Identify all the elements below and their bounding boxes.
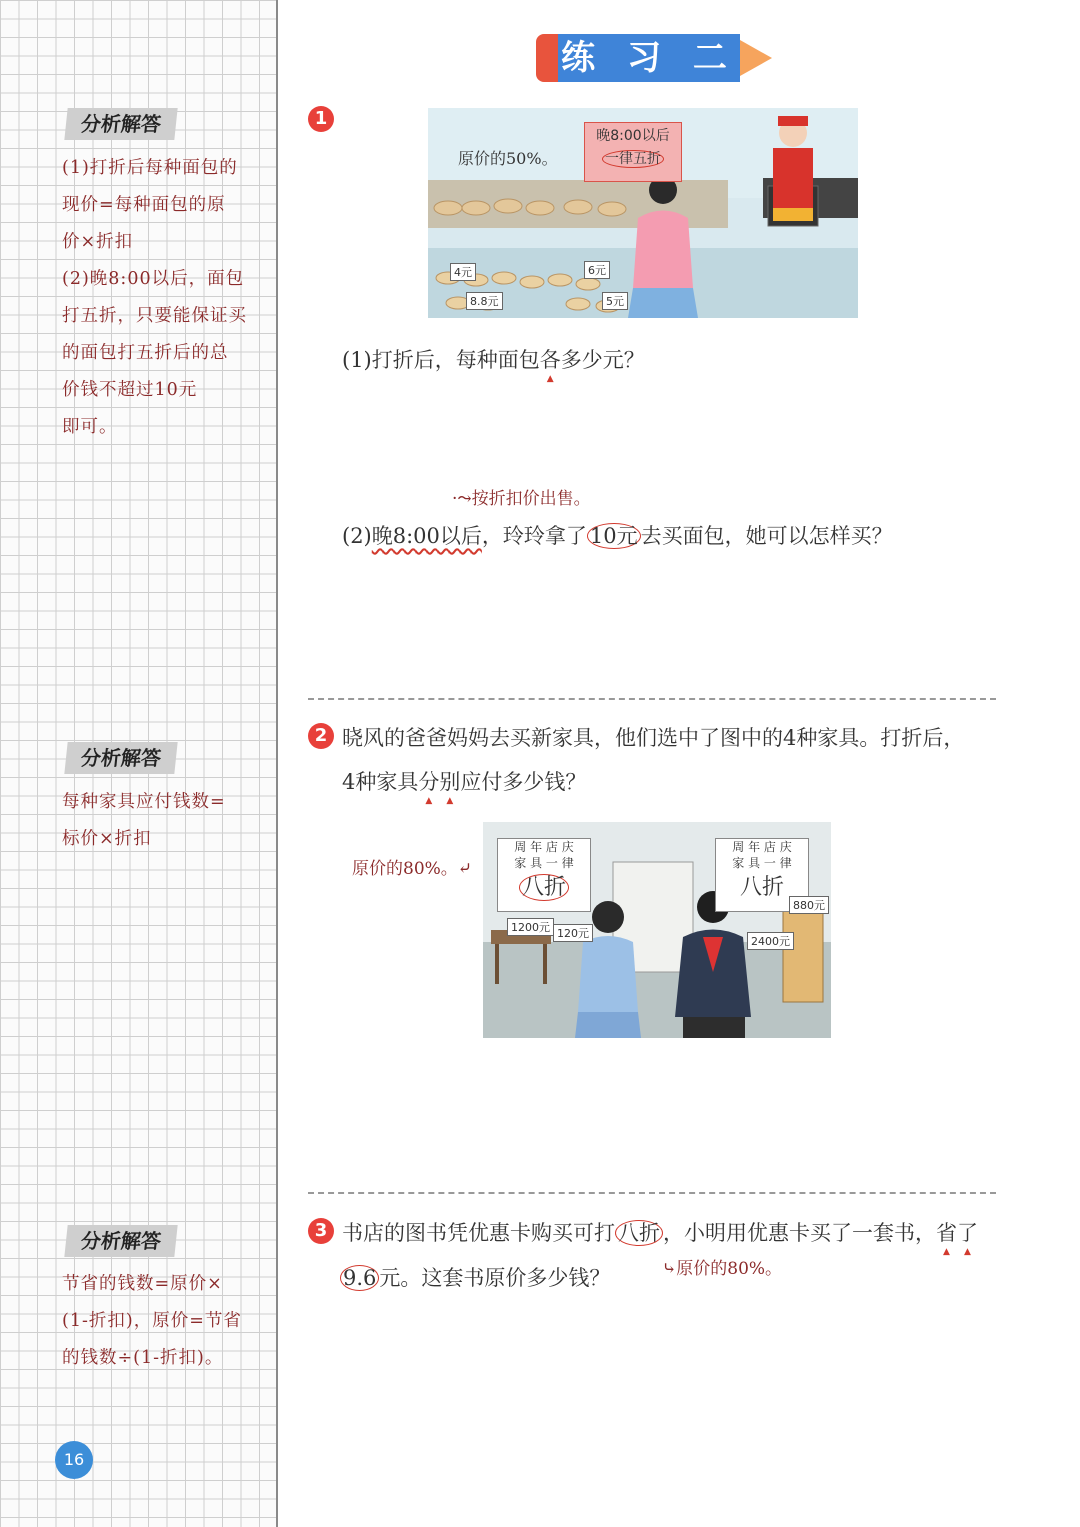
price-tag: 4元 <box>450 263 476 281</box>
q2-note: 原价的80%。⤶ <box>352 859 473 879</box>
analysis-line: 打五折，只要能保证买 <box>62 306 247 326</box>
analysis-line: 价×折扣 <box>62 232 134 252</box>
furniture-sign-discount: 八折 <box>739 875 784 900</box>
question-number-2: 2 <box>308 723 334 749</box>
q3-line2-suffix: 元。这套书原价多少钱？ <box>379 1266 611 1290</box>
q1-part2-mid: ，玲玲拿了 <box>481 524 587 548</box>
price-tag: 1200元 <box>507 918 554 936</box>
emphasis-char: 各 ▲ <box>540 348 561 372</box>
analysis-line: (1-折扣)，原价=节省 <box>62 1311 242 1331</box>
sidebar-divider <box>276 0 278 1527</box>
analysis-label-2: 分析解答 <box>64 742 177 774</box>
q3-line1-prefix: 书店的图书凭优惠卡购买可打 <box>342 1221 615 1245</box>
price-tag: 880元 <box>789 896 829 914</box>
bakery-illustration <box>428 108 858 318</box>
price-tag: 120元 <box>553 924 593 942</box>
q3-line1-mid: ，小明用优惠卡买了一套书， <box>663 1221 936 1245</box>
circled-text: 10元 <box>587 523 641 549</box>
q1-part1-suffix: 多少元？ <box>560 348 645 372</box>
title-banner-left <box>536 34 560 82</box>
bakery-note: 原价的50%。 <box>458 149 558 168</box>
emphasis-char: 别 ▲ <box>439 770 460 794</box>
bakery-sign-line2: 一律五折 <box>602 150 664 168</box>
bakery-sign <box>584 122 682 182</box>
emphasis-char: 省 ▲ <box>936 1221 957 1245</box>
price-tag: 8.8元 <box>466 292 503 310</box>
circled-text: 八折 <box>615 1220 663 1246</box>
analysis-text-3 <box>62 1266 262 1377</box>
analysis-text-2 <box>62 784 262 858</box>
q1-part2-suffix: 去买面包，她可以怎样买？ <box>640 524 893 548</box>
q1-part1 <box>342 344 645 374</box>
analysis-line: 的钱数÷(1-折扣)。 <box>62 1348 224 1368</box>
circled-text: 八折 <box>519 874 569 901</box>
q3-note-text: 原价的80%。 <box>676 1259 783 1279</box>
analysis-label-1: 分析解答 <box>64 108 177 140</box>
q3-note: ⤷原价的80%。 <box>662 1259 783 1279</box>
title-arrow-icon <box>740 40 772 76</box>
analysis-line: 即可。 <box>62 417 118 437</box>
analysis-text-1 <box>62 150 262 446</box>
page-title: 练 习 二 <box>558 34 740 82</box>
analysis-line: 价钱不超过10元 <box>62 380 198 400</box>
q3-line2 <box>340 1262 610 1292</box>
q2-note-text: 原价的80%。 <box>352 859 458 879</box>
analysis-line: 每种家具应付钱数= <box>62 792 226 812</box>
q1-part2-note-text: 按折扣价出售。 <box>471 489 591 509</box>
analysis-line: 现价=每种面包的原 <box>62 195 226 215</box>
bakery-sign-line1: 晚8:00以后 <box>596 128 670 144</box>
price-tag: 2400元 <box>747 932 794 950</box>
question-number-1: 1 <box>308 106 334 132</box>
q1-part2-note: ·⤳按折扣价出售。 <box>452 489 591 509</box>
furniture-sign-line2: 家 具 一 律 <box>514 856 574 870</box>
price-tag: 5元 <box>602 292 628 310</box>
furniture-sign-line2: 家 具 一 律 <box>732 856 792 870</box>
section-divider <box>308 698 996 700</box>
q1-part2-prefix: (2) <box>342 524 372 548</box>
q2-line2 <box>342 766 586 796</box>
wavy-underlined-text: 晚8:00以后 <box>371 524 482 548</box>
question-number-3: 3 <box>308 1218 334 1244</box>
analysis-line: 节省的钱数=原价× <box>62 1274 223 1294</box>
q1-part1-prefix: (1)打折后，每种面包 <box>342 348 540 372</box>
furniture-illustration <box>483 822 831 1038</box>
q1-part2 <box>342 520 893 550</box>
title-banner <box>536 34 772 82</box>
furniture-sign-line1: 周 年 店 庆 <box>732 840 792 854</box>
analysis-line: (2)晚8:00以后，面包 <box>62 269 245 289</box>
q3-line1 <box>342 1217 978 1247</box>
section-divider <box>308 1192 996 1194</box>
furniture-sign-left <box>497 838 591 912</box>
q2-line2-suffix: 应付多少钱？ <box>460 770 587 794</box>
q2-line2-prefix: 4种家具 <box>342 770 419 794</box>
page-number: 16 <box>55 1441 93 1479</box>
circled-text: 9.6 <box>340 1265 379 1291</box>
emphasis-char: 分 ▲ <box>418 770 439 794</box>
price-tag: 6元 <box>584 261 610 279</box>
q2-line1: 晓风的爸爸妈妈去买新家具，他们选中了图中的4种家具。打折后， <box>342 726 965 750</box>
emphasis-char: 了 ▲ <box>957 1221 978 1245</box>
analysis-label-3: 分析解答 <box>64 1225 177 1257</box>
furniture-sign-line1: 周 年 店 庆 <box>514 840 574 854</box>
analysis-line: 的面包打五折后的总 <box>62 343 229 363</box>
analysis-line: (1)打折后每种面包的 <box>62 158 238 178</box>
analysis-line: 标价×折扣 <box>62 829 152 849</box>
